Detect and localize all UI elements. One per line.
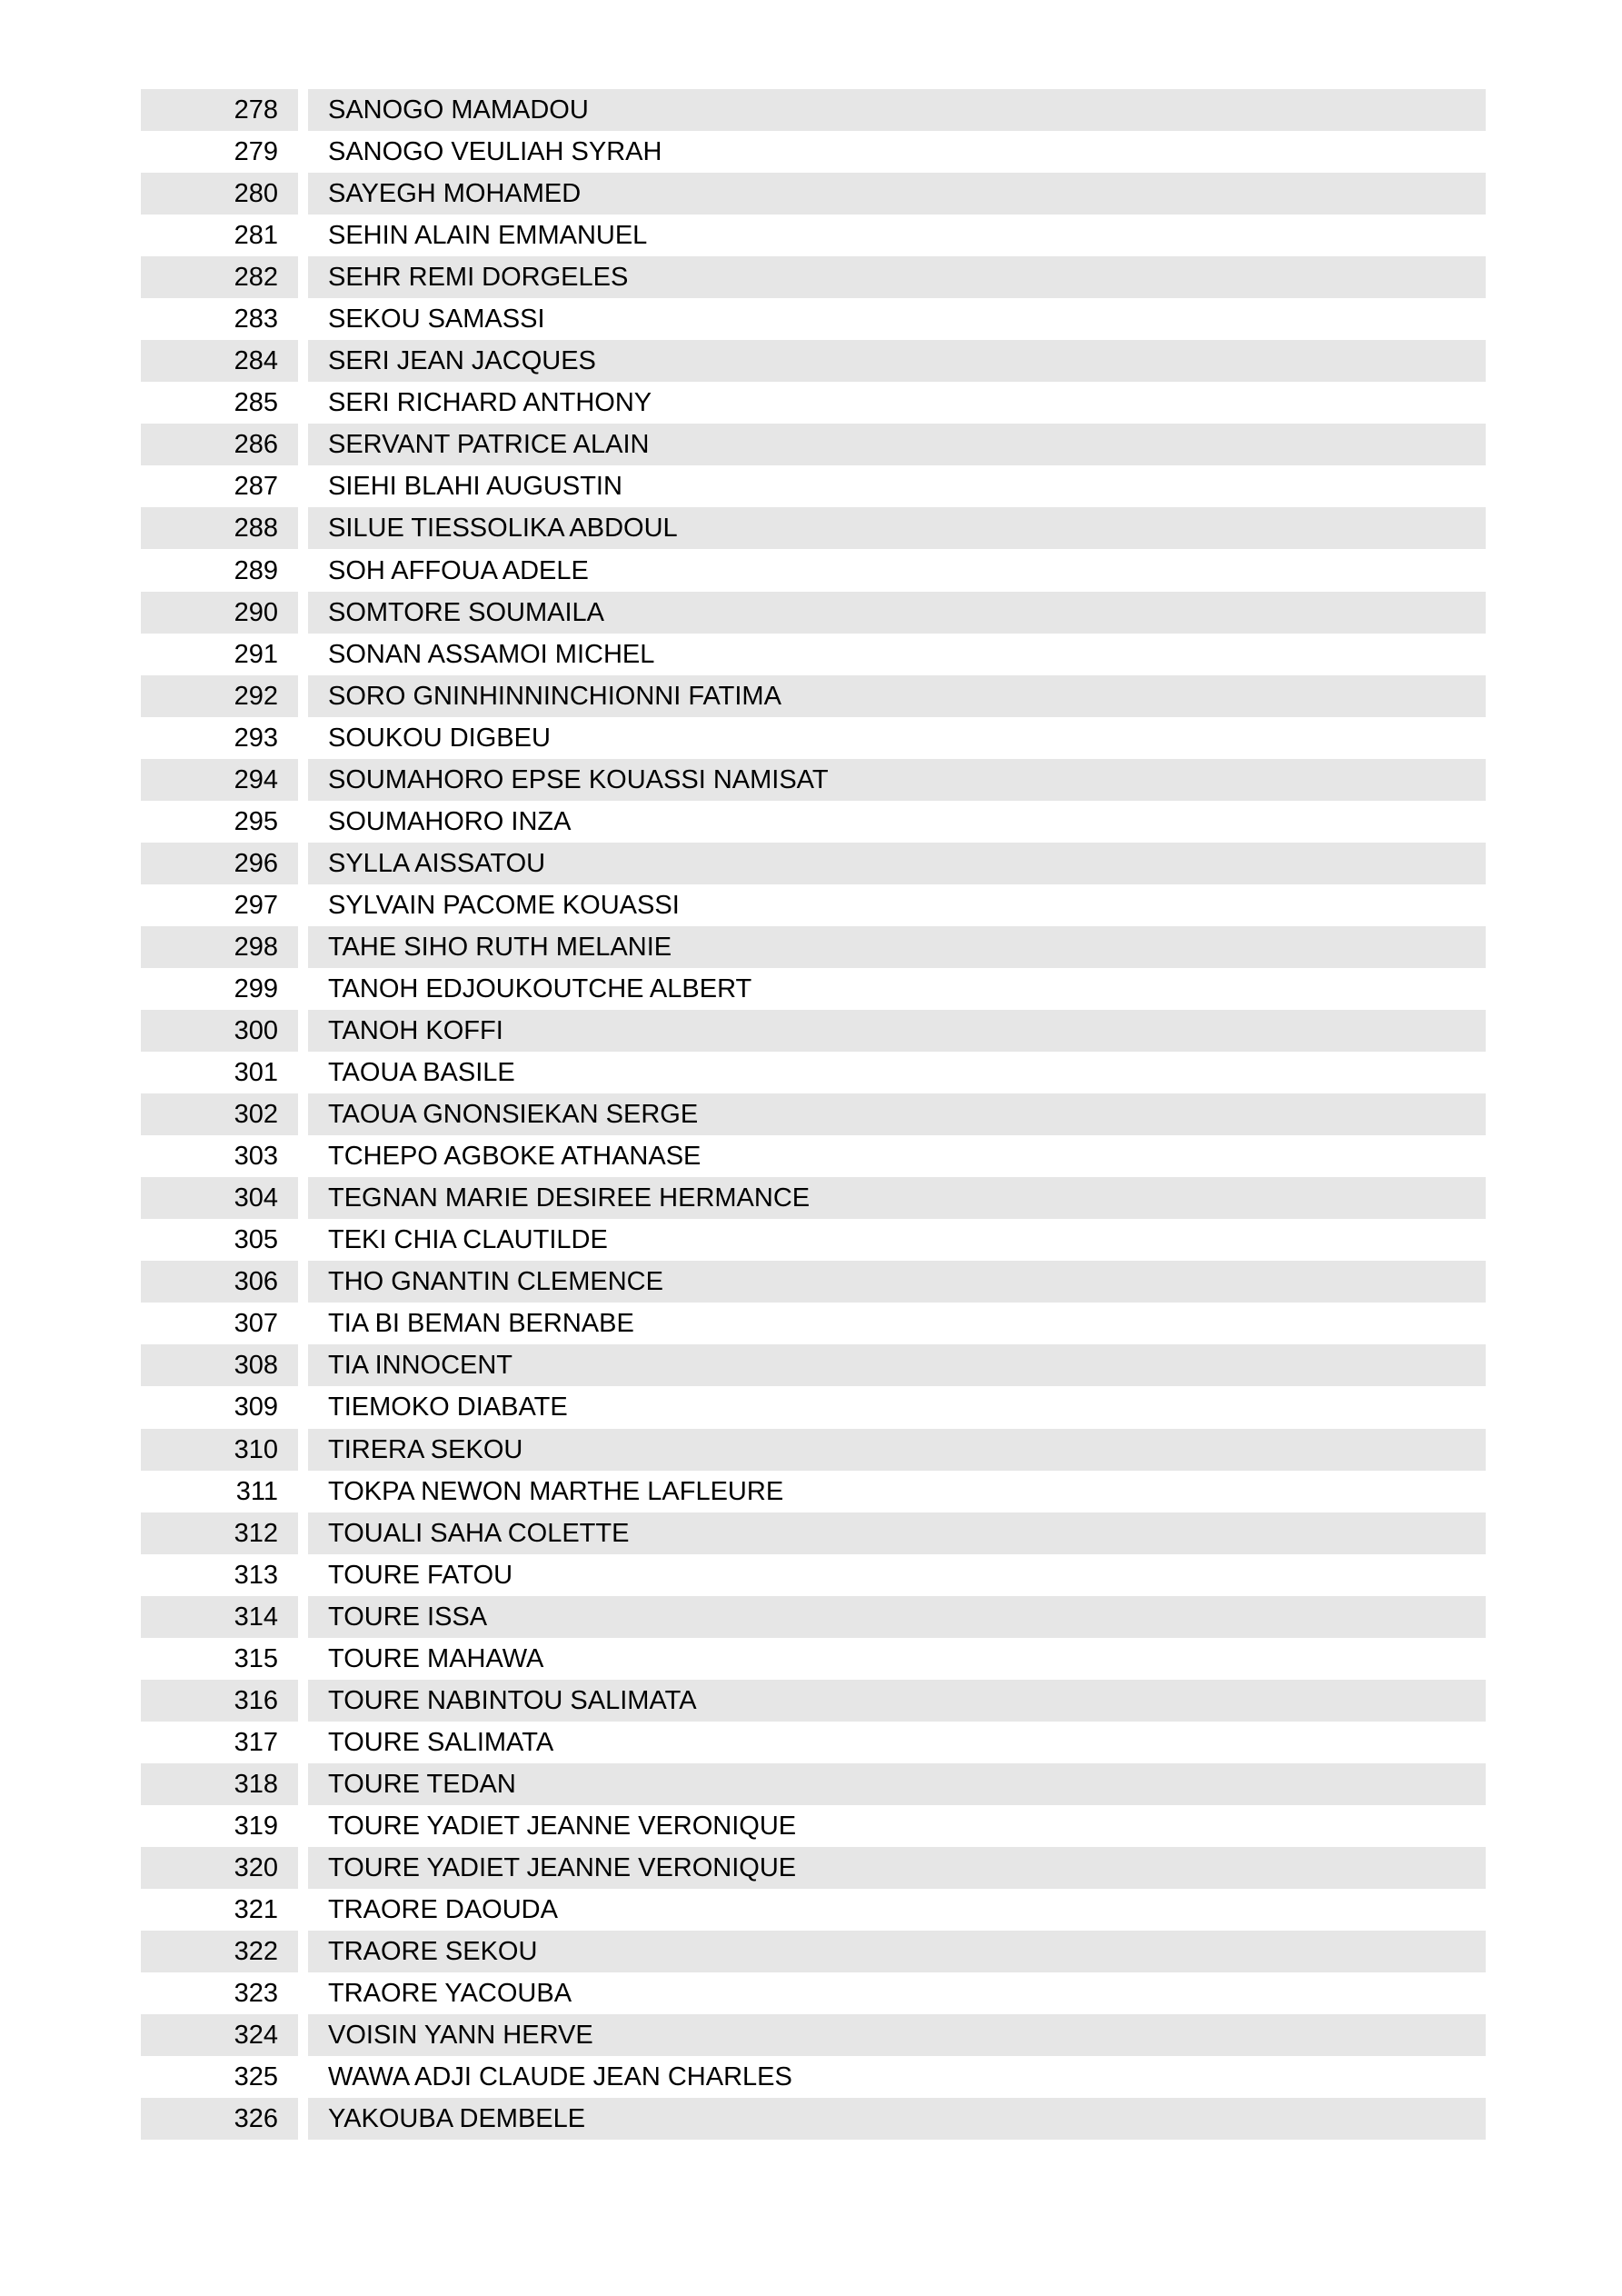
table-row [141, 1722, 1486, 1763]
row-number: 292 [141, 675, 298, 717]
row-number: 288 [141, 507, 298, 549]
row-name: VOISIN YANN HERVE [308, 2014, 1486, 2056]
row-number: 314 [141, 1596, 298, 1638]
row-name: SOH AFFOUA ADELE [328, 555, 589, 585]
table-row [141, 1763, 1486, 1805]
row-name: THO GNANTIN CLEMENCE [308, 1261, 1486, 1303]
row-number: 303 [234, 1142, 278, 1172]
row-number: 326 [141, 2098, 298, 2140]
table-row [141, 131, 1486, 173]
table-row [141, 215, 1486, 256]
row-name: TCHEPO AGBOKE ATHANASE [328, 1142, 702, 1172]
row-name: SERI RICHARD ANTHONY [328, 388, 652, 418]
row-number: 325 [234, 2062, 278, 2092]
table-row [141, 1219, 1486, 1261]
table-row [141, 1093, 1486, 1135]
row-number: 308 [141, 1344, 298, 1386]
row-number: 278 [141, 89, 298, 131]
row-number: 298 [141, 926, 298, 968]
table-row [141, 2098, 1486, 2140]
table-row [141, 298, 1486, 340]
table-row [141, 1261, 1486, 1303]
row-name: TAOUA BASILE [328, 1058, 515, 1088]
name-list [141, 89, 1486, 2140]
row-number: 317 [234, 1727, 278, 1757]
row-name: TRAORE DAOUDA [328, 1895, 558, 1925]
table-row [141, 424, 1486, 465]
row-number: 315 [234, 1643, 278, 1673]
row-name: SIEHI BLAHI AUGUSTIN [328, 472, 622, 502]
row-name: TOURE ISSA [308, 1596, 1486, 1638]
row-number: 282 [141, 256, 298, 298]
row-number: 291 [234, 639, 278, 669]
row-number: 297 [234, 890, 278, 920]
table-row [141, 1177, 1486, 1219]
table-row [141, 1344, 1486, 1386]
table-row [141, 550, 1486, 592]
row-number: 290 [141, 592, 298, 634]
row-name: TOURE YADIET JEANNE VERONIQUE [308, 1847, 1486, 1889]
row-name: SEHR REMI DORGELES [308, 256, 1486, 298]
table-row [141, 759, 1486, 801]
row-name: TOURE MAHAWA [328, 1643, 544, 1673]
row-name: TEKI CHIA CLAUTILDE [328, 1225, 608, 1255]
row-name: SOUMAHORO EPSE KOUASSI NAMISAT [308, 759, 1486, 801]
row-number: 279 [234, 137, 278, 167]
row-name: SAYEGH MOHAMED [308, 173, 1486, 215]
row-name: SERVANT PATRICE ALAIN [308, 424, 1486, 465]
table-row [141, 634, 1486, 675]
row-number: 309 [234, 1393, 278, 1423]
row-name: SOUKOU DIGBEU [328, 723, 551, 753]
row-number: 302 [141, 1093, 298, 1135]
table-row [141, 173, 1486, 215]
table-row [141, 1680, 1486, 1722]
table-row [141, 675, 1486, 717]
table-row [141, 801, 1486, 843]
row-number: 305 [234, 1225, 278, 1255]
table-row [141, 592, 1486, 634]
table-row [141, 1972, 1486, 2014]
row-number: 296 [141, 843, 298, 884]
row-name: SORO GNINHINNINCHIONNI FATIMA [308, 675, 1486, 717]
table-row [141, 1596, 1486, 1638]
table-row [141, 1429, 1486, 1471]
row-name: SANOGO VEULIAH SYRAH [328, 137, 662, 167]
row-number: 318 [141, 1763, 298, 1805]
table-row [141, 1386, 1486, 1428]
row-name: TANOH EDJOUKOUTCHE ALBERT [328, 973, 752, 1003]
table-row [141, 1010, 1486, 1052]
row-number: 285 [234, 388, 278, 418]
table-row [141, 1554, 1486, 1596]
row-name: SEHIN ALAIN EMMANUEL [328, 221, 648, 251]
row-number: 281 [234, 221, 278, 251]
row-name: TIRERA SEKOU [308, 1429, 1486, 1471]
table-row [141, 1303, 1486, 1344]
row-name: TANOH KOFFI [308, 1010, 1486, 1052]
row-number: 289 [234, 555, 278, 585]
row-number: 322 [141, 1931, 298, 1972]
table-row [141, 926, 1486, 968]
row-number: 284 [141, 340, 298, 382]
table-row [141, 2014, 1486, 2056]
row-name: SILUE TIESSOLIKA ABDOUL [308, 507, 1486, 549]
row-name: TOKPA NEWON MARTHE LAFLEURE [328, 1476, 784, 1506]
table-row [141, 507, 1486, 549]
row-number: 324 [141, 2014, 298, 2056]
table-row [141, 1135, 1486, 1177]
row-name: SERI JEAN JACQUES [308, 340, 1486, 382]
row-number: 295 [234, 806, 278, 836]
row-number: 311 [235, 1476, 278, 1506]
row-number: 294 [141, 759, 298, 801]
row-number: 286 [141, 424, 298, 465]
row-name: WAWA ADJI CLAUDE JEAN CHARLES [328, 2062, 792, 2092]
table-row [141, 1847, 1486, 1889]
row-number: 323 [234, 1979, 278, 2009]
row-name: TIEMOKO DIABATE [328, 1393, 568, 1423]
row-name: SEKOU SAMASSI [328, 304, 545, 334]
row-number: 312 [141, 1512, 298, 1554]
table-row [141, 1052, 1486, 1093]
table-row [141, 465, 1486, 507]
row-name: TEGNAN MARIE DESIREE HERMANCE [308, 1177, 1486, 1219]
row-number: 307 [234, 1309, 278, 1339]
row-name: TOURE FATOU [328, 1560, 513, 1590]
table-row [141, 1805, 1486, 1847]
table-row [141, 382, 1486, 424]
row-number: 293 [234, 723, 278, 753]
table-row [141, 256, 1486, 298]
row-name: TOURE YADIET JEANNE VERONIQUE [328, 1811, 797, 1841]
table-row [141, 2056, 1486, 2098]
row-number: 313 [234, 1560, 278, 1590]
row-number: 301 [234, 1058, 278, 1088]
row-name: TRAORE SEKOU [308, 1931, 1486, 1972]
row-name: SYLVAIN PACOME KOUASSI [328, 890, 680, 920]
row-name: TIA BI BEMAN BERNABE [328, 1309, 634, 1339]
table-row [141, 1471, 1486, 1512]
row-name: TOURE SALIMATA [328, 1727, 554, 1757]
table-row [141, 1889, 1486, 1931]
row-name: SONAN ASSAMOI MICHEL [328, 639, 655, 669]
row-number: 283 [234, 304, 278, 334]
row-number: 316 [141, 1680, 298, 1722]
row-number: 300 [141, 1010, 298, 1052]
table-row [141, 884, 1486, 926]
table-row [141, 968, 1486, 1010]
row-name: TAOUA GNONSIEKAN SERGE [308, 1093, 1486, 1135]
row-number: 321 [234, 1895, 278, 1925]
row-name: SOUMAHORO INZA [328, 806, 572, 836]
row-name: TOUALI SAHA COLETTE [308, 1512, 1486, 1554]
table-row [141, 843, 1486, 884]
row-number: 306 [141, 1261, 298, 1303]
row-number: 280 [141, 173, 298, 215]
table-row [141, 1931, 1486, 1972]
row-number: 310 [141, 1429, 298, 1471]
row-name: TAHE SIHO RUTH MELANIE [308, 926, 1486, 968]
row-number: 304 [141, 1177, 298, 1219]
row-name: YAKOUBA DEMBELE [308, 2098, 1486, 2140]
row-name: TOURE NABINTOU SALIMATA [308, 1680, 1486, 1722]
row-name: SANOGO MAMADOU [308, 89, 1486, 131]
table-row [141, 1638, 1486, 1680]
row-name: TOURE TEDAN [308, 1763, 1486, 1805]
row-name: SYLLA AISSATOU [308, 843, 1486, 884]
row-number: 299 [234, 973, 278, 1003]
table-row [141, 717, 1486, 759]
row-name: TRAORE YACOUBA [328, 1979, 572, 2009]
row-number: 319 [234, 1811, 278, 1841]
table-row [141, 89, 1486, 131]
table-row [141, 340, 1486, 382]
row-name: TIA INNOCENT [308, 1344, 1486, 1386]
table-row [141, 1512, 1486, 1554]
row-name: SOMTORE SOUMAILA [308, 592, 1486, 634]
row-number: 287 [234, 472, 278, 502]
row-number: 320 [141, 1847, 298, 1889]
